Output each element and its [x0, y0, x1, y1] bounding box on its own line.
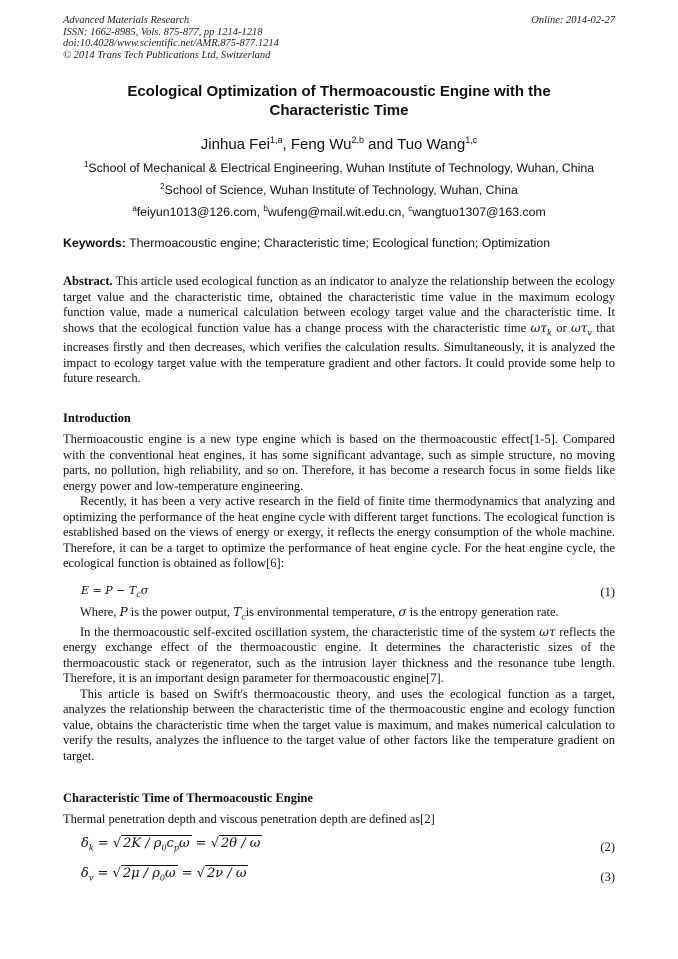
intro-body-2 — [63, 605, 615, 764]
affiliation-2-sup: 2 — [160, 182, 165, 191]
email-b-sup: b — [263, 204, 268, 213]
journal-header — [63, 15, 615, 61]
abstract — [63, 274, 615, 387]
keywords-text: Thermoacoustic engine; Characteristic time; Ecological function; Optimization — [129, 236, 551, 250]
doi-line[interactable]: doi:10.4028/www.scientific.net/AMR.875-877.1214 — [63, 38, 279, 49]
equation-2-body: $\delta_k$ = √ $2K / \rho_0c_p\omega$ = √ 2θ / ω — [81, 836, 261, 853]
keywords-label: Keywords: — [63, 236, 126, 250]
affiliation-2-text: School of Science, Wuhan Institute of Technology, Wuhan, China — [164, 183, 518, 198]
paper-title — [63, 82, 615, 120]
intro-paragraph-3a: In the thermoacoustic self-excited oscillation system, the characteristic time of the system — [80, 624, 536, 639]
abstract-label: Abstract. — [63, 274, 113, 288]
where-text-2: is the power output, — [130, 605, 231, 619]
email-c[interactable]: wangtuo1307@163.com — [412, 205, 546, 220]
journal-name: Advanced Materials Research — [63, 15, 190, 26]
omega-tau-v-symbol: $\omega\tau_v$ — [570, 320, 592, 337]
email-line — [63, 201, 615, 220]
email-a[interactable]: feiyun1013@126.com, — [136, 205, 260, 220]
section-2-paragraph-1: Thermal penetration depth and viscous penetration depth are defined as[2] — [63, 812, 435, 826]
author-list: Jinhua Fei$^{1,a}$, Feng Wu$^{2,b}$ and Tuo Wang$^{1,c}$ — [200, 135, 478, 153]
equation-2 — [63, 836, 615, 856]
where-text-1: Where, — [80, 605, 117, 619]
omega-tau-symbol: ωτ — [539, 624, 556, 639]
title-line-2: Characteristic Time — [269, 102, 409, 119]
intro-paragraph-4: This article is based on Swift's thermoacoustic theory, and uses the ecological function as a target, analyzes the relationship between the characteristic time of the thermoacoustic engine and ecology function value, obtains the characteristic time when the target value is maximum, and makes numerical calculation to verify the results, analyzes the influence to the target value of other factors like the temperature gradient on target. — [63, 686, 615, 763]
issn-line: ISSN: 1662-8985, Vols. 875-877, pp 1214-1218 — [63, 26, 263, 38]
author-1-sup: 1,a — [270, 135, 283, 145]
equation-2-number: (2) — [600, 840, 615, 854]
email-a-sup: a — [132, 204, 137, 213]
copyright-line: © 2014 Trans Tech Publications Ltd, Switzerland — [63, 49, 271, 61]
intro-paragraph-3b: reflects the energy exchange effect of the thermoacoustic engine. It determines the characteristic sizes of the thermoacoustic stack or regenerator, such as the intrusion layer thickness and the resonance tube length. Therefore, it is an important design parameter for thermoacoustic engine[7]. — [63, 624, 616, 686]
online-date: Online: 2014-02-27 — [531, 15, 615, 26]
affiliation-1-sup: 1 — [83, 160, 89, 169]
temperature-symbol: $T_c$ — [233, 605, 246, 622]
intro-heading: Introduction — [63, 411, 131, 425]
equation-3-number: (3) — [600, 870, 615, 884]
affiliation-1-text: School of Mechanical & Electrical Engineering, Wuhan Institute of Technology, Wuhan, China — [88, 161, 595, 176]
abstract-text-2: that increases firstly and then decreases, which verifies the calculation results. Simultaneously, it is analyzed the impact to ecology target value with the temperature gradient and other factors. It could provide some help to future research. — [63, 320, 616, 386]
abstract-or: or — [556, 320, 567, 335]
author-3-sup: 1,c — [465, 135, 478, 145]
where-text-4: is the entropy generation rate. — [409, 605, 559, 619]
affiliation-1 — [63, 157, 615, 176]
where-text-3: is environmental temperature, — [245, 605, 396, 619]
intro-body — [63, 432, 615, 572]
equation-3 — [63, 866, 615, 886]
abstract-text-1: This article used ecological function as an indicator to analyze the relationship between the ecology target value and the characteristic time, obtained the characteristic time value in the maximum ecology function value, made a numerical calculation between ecology target value and the characteristic time. It shows that the ecological function value has a change process with the characteristic time — [63, 274, 615, 335]
title-line-1: Ecological Optimization of Thermoacoustic Engine with the — [127, 83, 551, 100]
intro-paragraph-2: Recently, it has been a very active research in the field of finite time thermodynamics that analyzing and optimizing the performance of the heat engine cycle with different target functions. The ecological function is established based on the views of energy or exergy, it reflects the energy consumption of the whole machine. Therefore, it can be a target to optimize the performance of heat engine cycle. For the heat engine cycle, the ecological function is obtained as follow[6]: — [63, 494, 615, 570]
where-line — [63, 605, 615, 625]
email-b[interactable]: wufeng@mail.wit.edu.cn, — [267, 205, 405, 220]
omega-tau-k-symbol: $\omega\tau_k$ — [530, 320, 552, 337]
equation-1-number: (1) — [600, 585, 615, 599]
author-3: Tuo Wang — [397, 136, 466, 153]
power-symbol: P — [119, 605, 128, 619]
author-2-sup: 2,b — [351, 135, 364, 145]
intro-paragraph-1: Thermoacoustic engine is a new type engine which is based on the thermoacoustic effect[1-5]. Compared with the conventional heat engines, it has some significant advantage, such as simple structure, no moving parts, no pollution, high reliability, and so on. Therefore, it has become a research focus in some fields like energy power and low-temperature engineering. — [63, 432, 615, 493]
author-2: Feng Wu — [290, 136, 352, 153]
affiliation-2 — [63, 179, 615, 198]
section-2-body — [63, 812, 615, 828]
intro-paragraph-3 — [63, 625, 615, 687]
author-1: Jinhua Fei — [200, 136, 271, 153]
equation-1-body: $E = P - T_c\sigma$ — [81, 584, 149, 600]
keywords-line — [63, 236, 615, 251]
sigma-symbol: σ — [398, 605, 407, 619]
equation-1 — [63, 584, 615, 604]
email-c-sup: c — [408, 204, 413, 213]
section-2-heading: Characteristic Time of Thermoacoustic Engine — [63, 791, 313, 805]
equation-3-body: $\delta_v$ = √ $2\mu / \rho_0\omega$ = √ 2ν / ω — [81, 866, 247, 883]
author-and: and — [368, 136, 394, 153]
